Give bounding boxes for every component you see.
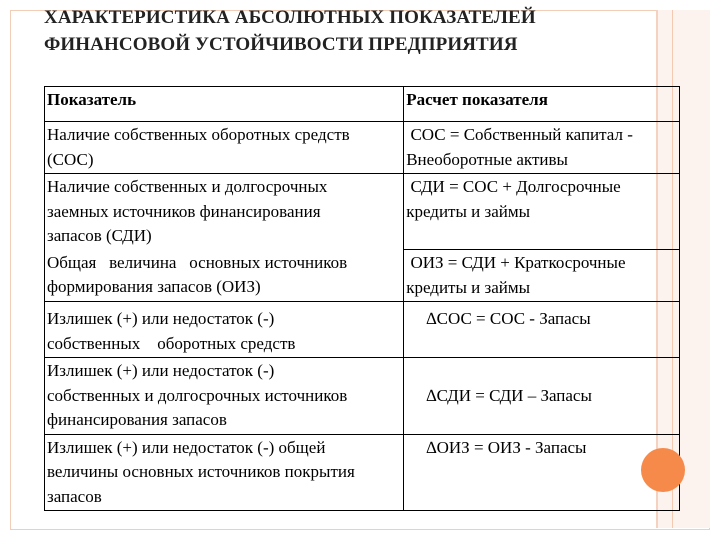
row-calculation (404, 174, 680, 250)
indicator-line: Наличие собственных оборотных средств (47, 125, 350, 144)
calculation-line: ∆СДИ = СДИ – Запасы (426, 385, 592, 405)
indicator-line: Излишек (+) или недостаток (-) (47, 309, 275, 328)
calculation-line: СДИ = СОС + Долгосрочные (406, 177, 621, 196)
row-indicator (45, 174, 404, 250)
row-indicator (45, 302, 404, 358)
indicators-table (44, 86, 680, 511)
title-line-1: ХАРАКТЕРИСТИКА АБСОЛЮТНЫХ ПОКАЗАТЕЛЕЙ (44, 7, 536, 28)
indicator-line: (СОС) (47, 149, 94, 169)
table-row (45, 358, 680, 435)
indicator-line: финансирования запасов (47, 410, 227, 429)
calculation-line: ∆СОС = СОС - Запасы (426, 309, 591, 328)
indicator-line: величины основных источников покрытия (47, 462, 355, 481)
calculation-line: кредиты и займы (406, 201, 531, 221)
row-indicator (45, 122, 404, 174)
indicator-line: Общая величина основных источников (47, 252, 348, 272)
indicator-line: собственных и долгосрочных источников (47, 385, 348, 405)
calculation-line: ОИЗ = СДИ + Краткосрочные (406, 253, 626, 272)
table-row (45, 122, 680, 174)
calculation-line: Внеоборотные активы (406, 149, 568, 169)
indicator-line: Излишек (+) или недостаток (-) (47, 361, 275, 380)
indicator-line: Наличие собственных и долгосрочных (47, 177, 328, 196)
header-calculation: Расчет показателя (404, 87, 680, 122)
slide-title (44, 4, 664, 58)
indicator-line: Излишек (+) или недостаток (-) общей (47, 437, 326, 457)
indicator-line: запасов (47, 486, 102, 506)
indicator-line: формирования запасов (ОИЗ) (47, 277, 261, 296)
table-row (45, 174, 680, 250)
table-row (45, 250, 680, 302)
title-line-2: ФИНАНСОВОЙ УСТОЙЧИВОСТИ ПРЕДПРИЯТИЯ (44, 34, 518, 55)
table-row (45, 302, 680, 358)
indicator-line: заемных источников финансирования (47, 201, 321, 221)
table-header-row (45, 87, 680, 122)
row-calculation (404, 250, 680, 302)
row-calculation (404, 302, 680, 358)
table-row (45, 434, 680, 511)
indicator-line: собственных оборотных средств (47, 333, 296, 353)
calculation-line: ∆ОИЗ = ОИЗ - Запасы (426, 437, 587, 457)
row-calculation (404, 122, 680, 174)
calculation-line: СОС = Собственный капитал - (406, 125, 633, 144)
row-indicator (45, 250, 404, 302)
header-indicator: Показатель (45, 87, 404, 122)
row-calculation (404, 358, 680, 435)
row-indicator (45, 434, 404, 511)
row-calculation (404, 434, 680, 511)
row-indicator (45, 358, 404, 435)
decorative-orange-circle (641, 448, 685, 492)
calculation-line: кредиты и займы (406, 277, 531, 297)
indicator-line: запасов (СДИ) (47, 226, 152, 245)
